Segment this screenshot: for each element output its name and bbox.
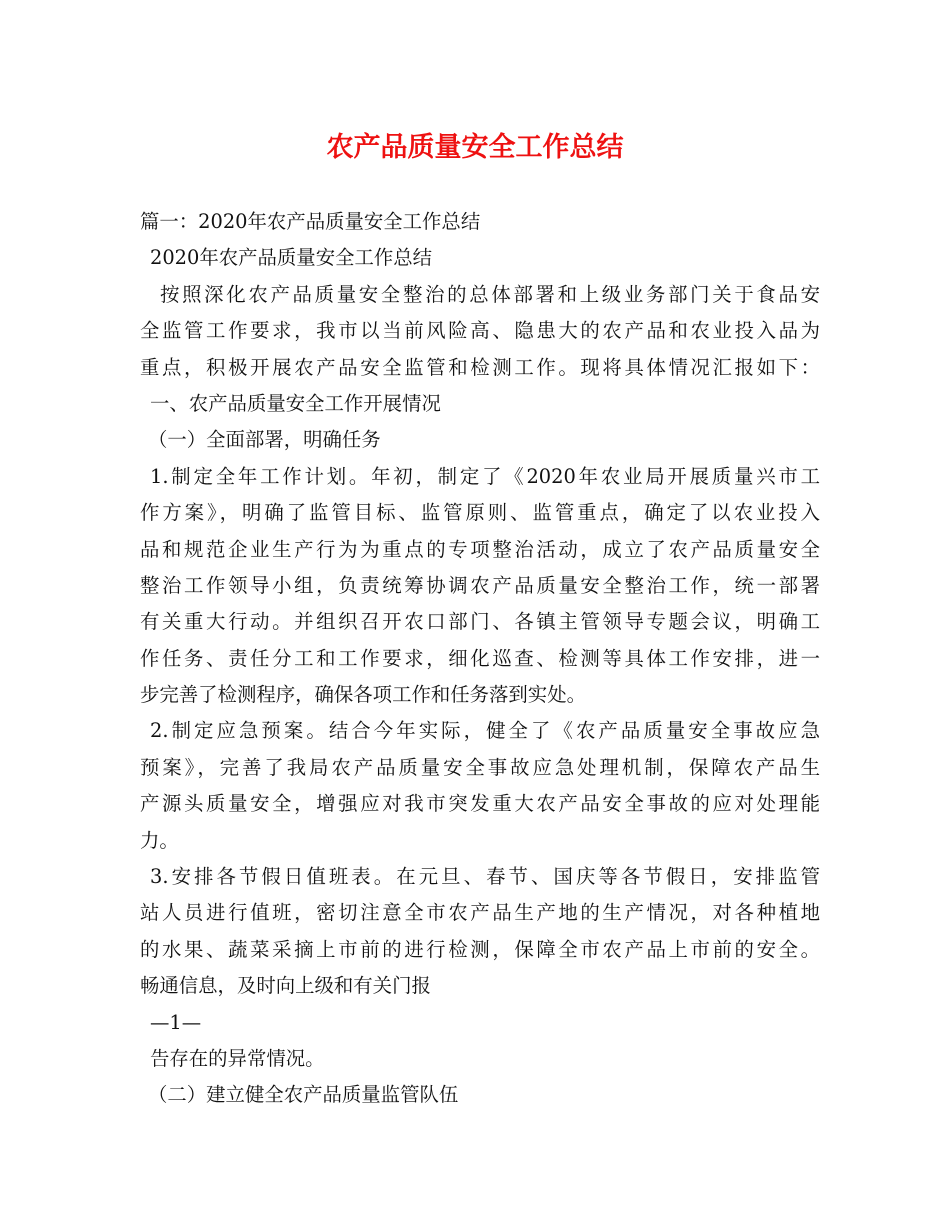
paragraph-line: 按照深化农产品质量安全整治的总体部署和上级业务部门关于食品安	[160, 282, 820, 306]
paragraph-line: 步完善了检测程序，确保各项工作和任务落到实处。	[140, 683, 586, 707]
paragraph-line: 重点，积极开展农产品安全监管和检测工作。现将具体情况汇报如下：	[140, 355, 820, 379]
document-title: 农产品质量安全工作总结	[326, 132, 624, 163]
paragraph-line: 有关重大行动。并组织召开农口部门、各镇主管领导专题会议，明确工	[140, 610, 820, 634]
heading-line: 一、农产品质量安全工作开展情况	[150, 391, 441, 415]
paragraph-line: 2.制定应急预案。结合今年实际，健全了《农产品质量安全事故应急	[150, 719, 820, 743]
paragraph-line: 告存在的异常情况。	[150, 1046, 325, 1070]
paragraph-line: 畅通信息，及时向上级和有关门报	[140, 974, 431, 998]
paragraph-line: 预案》，完善了我局农产品质量安全事故应急处理机制，保障农产品生	[140, 755, 820, 779]
paragraph-line: 3.安排各节假日值班表。在元旦、春节、国庆等各节假日，安排监管	[150, 865, 820, 889]
subtitle-line: 2020年农产品质量安全工作总结	[150, 246, 433, 270]
paragraph-line: 力。	[140, 828, 179, 852]
document-body	[140, 204, 820, 1114]
paragraph-line: 全监管工作要求，我市以当前风险高、隐患大的农产品和农业投入品为	[140, 319, 820, 343]
paragraph-line: 站人员进行值班，密切注意全市农产品生产地的生产情况，对各种植地	[140, 901, 820, 925]
section-heading: 篇一：2020年农产品质量安全工作总结	[140, 210, 481, 233]
paragraph-line: 1.制定全年工作计划。年初，制定了《2020年农业局开展质量兴市工	[150, 464, 820, 488]
paragraph-line: 作任务、责任分工和工作要求，细化巡查、检测等具体工作安排，进一	[140, 646, 820, 670]
paragraph-line: 整治工作领导小组，负责统筹协调农产品质量安全整治工作，统一部署	[140, 573, 820, 597]
heading-line: （二）建立健全农产品质量监管队伍	[148, 1083, 459, 1107]
paragraph-line: 作方案》，明确了监管目标、监管原则、监管重点，确定了以农业投入	[140, 501, 820, 525]
paragraph-line: 的水果、蔬菜采摘上市前的进行检测，保障全市农产品上市前的安全。	[140, 937, 820, 961]
paragraph-line: 产源头质量安全，增强应对我市突发重大农产品安全事故的应对处理能	[140, 792, 820, 816]
paragraph-line: 品和规范企业生产行为为重点的专项整治活动，成立了农产品质量安全	[140, 537, 820, 561]
heading-line: （一）全面部署，明确任务	[148, 428, 381, 452]
page-number: —1—	[150, 1010, 202, 1034]
